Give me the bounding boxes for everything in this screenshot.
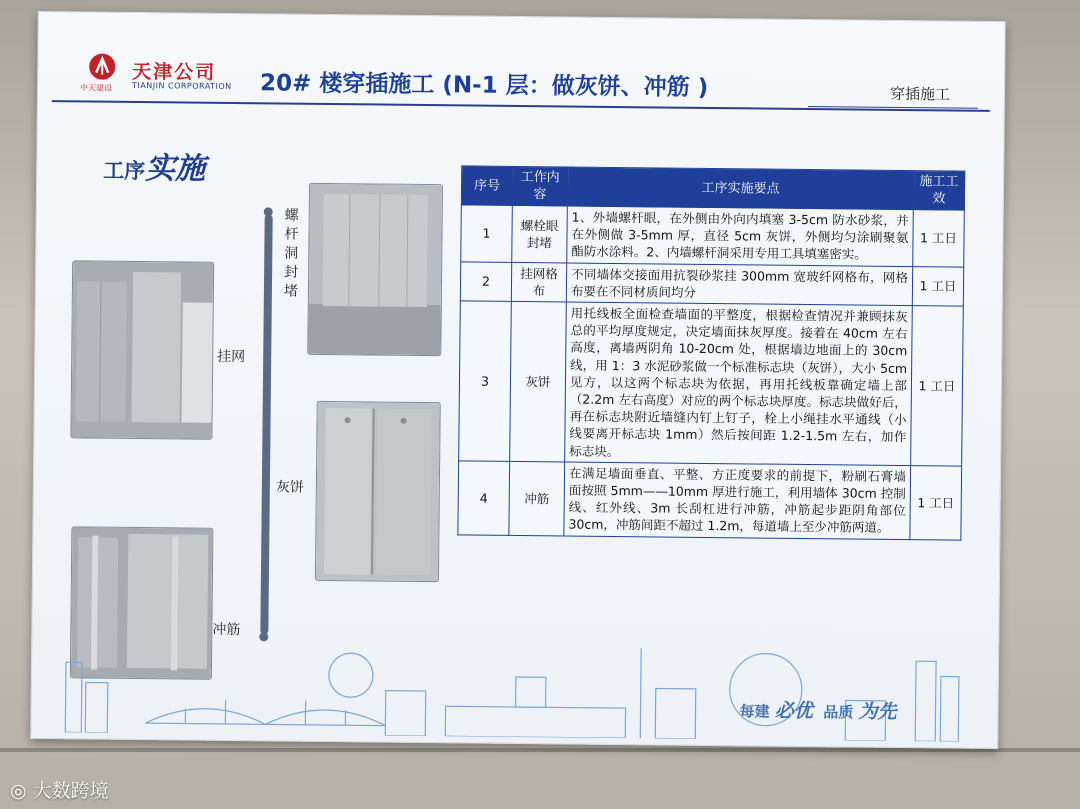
header-item: 工作内容 (512, 166, 567, 206)
row-detail: 不同墙体交接面用抗裂砂浆挂 300mm 宽玻纤网格布，网格布要在不同材质间均分 (566, 263, 912, 306)
row-item: 螺栓眼封堵 (512, 205, 568, 262)
row-item: 冲筋 (509, 461, 565, 535)
company-name: 天津公司 (132, 60, 217, 84)
header-detail: 工序实施要点 (567, 167, 913, 210)
row-no: 2 (460, 262, 511, 302)
process-table (457, 165, 965, 540)
slogan-part: 必优 (774, 699, 813, 723)
row-no: 4 (458, 461, 510, 535)
table-row (459, 301, 964, 466)
slogan-part: 品质 (823, 703, 854, 722)
photo-plaster-cake (315, 401, 441, 582)
row-detail: 用托线板全面检查墙面的平整度，根据检查情况并兼顾抹灰总的平均厚度规定，决定墙面抹灰厚度。接着在 40cm 左右高度，离墙两阴角 10-20cm 处，根据墙边地面上的 30cm 线，用 1：3 水泥砂浆做一个标准标志块（灰饼），大小 5cm 见方，以这两个标志块为依据，再用托线板靠确定墙上部（2.2m 左右高度）对应的两个标志块厚度。标志块做好后，再在标志块附近墙缝内钉上钉子，栓上小绳挂水平通线（小线要离开标志块 1mm）然后按间距 1.2-1.5m 左右，加作标志块。 (565, 302, 913, 465)
row-no: 1 (461, 205, 513, 262)
table-row (461, 205, 965, 267)
header-time: 施工工效 (913, 171, 964, 211)
step-label-plaster-cake: 灰饼 (275, 479, 304, 496)
table-row (460, 262, 963, 307)
row-time: 1 工日 (912, 266, 963, 306)
board-tag: 穿插施工 (889, 84, 951, 104)
slogan-part: 每建 (739, 702, 770, 721)
row-detail: 在满足墙面垂直、平整、方正度要求的前提下，粉刷石膏墙面按照 5mm——10mm 厚进行施工，利用墙体 30cm 控制线、红外线、3m 长刮杠进行冲筋，冲筋起步距阴角部位 30cm，冲筋间距不超过 1.2m，每道墙上至少冲筋两道。 (564, 462, 911, 539)
photo-mesh-installation (70, 260, 214, 439)
process-timeline (260, 214, 272, 634)
row-time: 1 工日 (911, 306, 964, 466)
construction-notice-board (30, 11, 1006, 749)
header-no: 序号 (461, 166, 512, 206)
photo-bolt-hole-sealing (307, 183, 443, 356)
table-header-row (461, 166, 964, 210)
section-title-small: 工序 (103, 157, 146, 184)
row-no: 3 (459, 301, 512, 461)
table-row (458, 461, 962, 540)
company-logo-icon (88, 52, 116, 80)
section-title-big: 实施 (145, 151, 206, 187)
watermark-text: 大数跨境 (32, 780, 109, 802)
row-item: 灰饼 (510, 301, 567, 461)
step-label-mesh: 挂网 (217, 348, 246, 366)
watermark-logo-icon: ◎ (10, 780, 27, 802)
row-detail: 1、外墙螺杆眼，在外侧由外向内填塞 3-5cm 防水砂浆，并在外侧做 3-5mm 厚，直径 5cm 灰饼，外侧均匀涂刷聚氨酯防水涂料。2、内墙螺杆洞采用专用工具填塞密实。 (567, 206, 914, 266)
company-name-en: TIANJIN CORPORATION (132, 80, 232, 91)
row-time: 1 工日 (910, 465, 962, 539)
row-item: 挂网格布 (511, 262, 566, 302)
slogan-part: 为先 (858, 700, 897, 723)
wall-seam (0, 748, 1080, 752)
group-name: 中天建设 (79, 83, 113, 93)
watermark (10, 776, 109, 803)
step-label-screed: 冲筋 (212, 621, 241, 639)
slogan (739, 695, 896, 724)
section-title (103, 143, 205, 188)
timeline-dot (264, 207, 273, 216)
board-title: 20# 楼穿插施工 (N-1 层：做灰饼、冲筋 ) (259, 70, 709, 101)
row-time: 1 工日 (913, 210, 965, 267)
step-label-bolt-hole: 螺杆洞封堵 (283, 207, 299, 300)
